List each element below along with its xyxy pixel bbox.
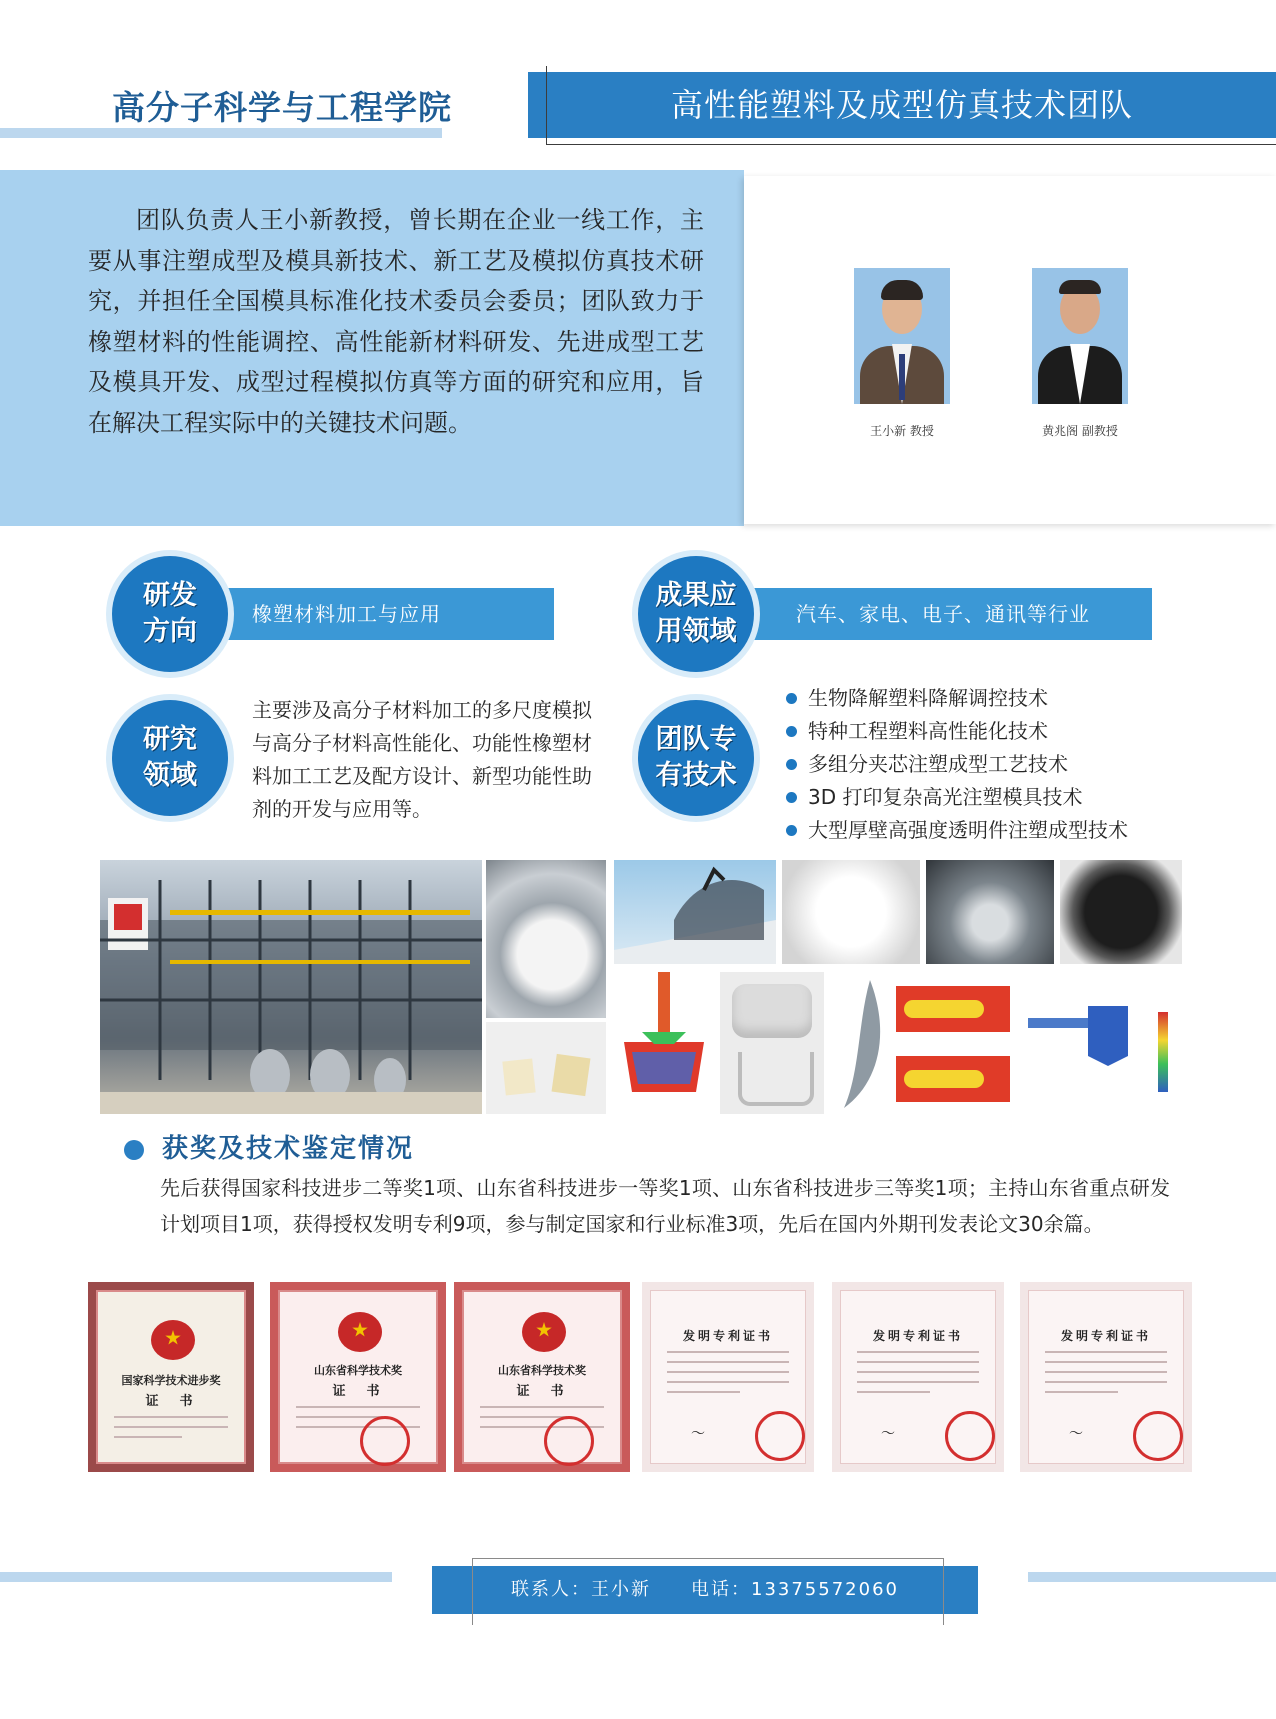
patent-certificate-3 bbox=[1020, 1282, 1192, 1472]
certificate-title: 国家科学技术进步奖 bbox=[121, 1374, 221, 1387]
portrait-caption-2: 黄兆阁 副教授 bbox=[1042, 424, 1118, 438]
material-bucket-photo bbox=[486, 860, 606, 1018]
flow-simulation-photo bbox=[896, 976, 1010, 1114]
awards-bullet-icon bbox=[124, 1140, 144, 1160]
aircraft-canopy-photo bbox=[614, 860, 776, 964]
plastic-box-photo bbox=[720, 972, 824, 1114]
signature: 〜 bbox=[1069, 1426, 1083, 1442]
seal-icon bbox=[544, 1416, 594, 1466]
research-field-badge: 研究 领域 bbox=[112, 700, 228, 816]
national-emblem-icon bbox=[338, 1312, 382, 1352]
contact-info: 联系人：王小新 电话：13375572060 bbox=[511, 1579, 899, 1600]
header-rule-left bbox=[0, 128, 442, 138]
national-emblem-icon bbox=[151, 1320, 195, 1360]
application-badge: 成果应 用领域 bbox=[638, 556, 754, 672]
black-pellets-photo bbox=[1060, 860, 1182, 964]
certificate-subtitle: 证 书 bbox=[145, 1394, 197, 1409]
seal-icon bbox=[1133, 1411, 1183, 1461]
awards-text: 先后获得国家科技进步二等奖1项、山东省科技进步一等奖1项、山东省科技进步三等奖1项；主持山东省重点研发计划项目1项，获得授权发明专利9项，参与制定国家和行业标准3项，先后在国内外期刊发表论文30余篇。 bbox=[160, 1176, 1170, 1236]
application-text: 汽车、家电、电子、通讯等行业 bbox=[796, 602, 1090, 626]
footer-rule-left bbox=[0, 1572, 392, 1582]
team-tech-list bbox=[782, 682, 1202, 847]
certificate-title: 山东省科学技术奖 bbox=[314, 1364, 402, 1377]
seal-icon bbox=[755, 1411, 805, 1461]
team-tech-item: 多组分夹芯注塑成型工艺技术 bbox=[782, 748, 1202, 781]
patent-certificate-1 bbox=[642, 1282, 814, 1472]
patent-title: 发明专利证书 bbox=[1060, 1329, 1151, 1343]
team-tech-item: 3D 打印复杂高光注塑模具技术 bbox=[782, 781, 1202, 814]
certificate-subtitle: 证 书 bbox=[332, 1384, 384, 1399]
patent-title: 发明专利证书 bbox=[872, 1329, 963, 1343]
footer-rule-right bbox=[1028, 1572, 1276, 1582]
factory-photo bbox=[100, 860, 482, 1114]
patent-certificate-2 bbox=[832, 1282, 1004, 1472]
research-direction-text: 橡塑材料加工与应用 bbox=[252, 602, 441, 626]
signature: 〜 bbox=[691, 1426, 705, 1442]
certificate-national bbox=[88, 1282, 254, 1472]
certificate-subtitle: 证 书 bbox=[516, 1384, 568, 1399]
metal-part-photo bbox=[926, 860, 1054, 964]
school-title: 高分子科学与工程学院 bbox=[112, 88, 452, 127]
portrait-caption-1: 王小新 教授 bbox=[870, 424, 934, 438]
stress-simulation-photo bbox=[1018, 976, 1182, 1114]
certificate-shandong-2 bbox=[454, 1282, 630, 1472]
white-pellets-photo bbox=[782, 860, 920, 964]
sample-pieces-photo bbox=[486, 1022, 606, 1114]
intro-text: 团队负责人王小新教授，曾长期在企业一线工作，主要从事注塑成型及模具新技术、新工艺及模拟仿真技术研究，并担任全国模具标准化技术委员会委员；团队致力于橡塑材料的性能调控、高性能新材料研发、先进成型工艺及模具开发、成型过程模拟仿真等方面的研究和应用，旨在解决工程实际中的关键技术问题。 bbox=[88, 206, 704, 437]
team-title: 高性能塑料及成型仿真技术团队 bbox=[670, 86, 1133, 124]
research-field-text: 主要涉及高分子材料加工的多尺度模拟与高分子材料高性能化、功能性橡塑材料加工工艺及配方设计、新型功能性助剂的开发与应用等。 bbox=[252, 698, 592, 821]
signature: 〜 bbox=[881, 1426, 895, 1442]
seal-icon bbox=[945, 1411, 995, 1461]
transparent-part-photo bbox=[830, 972, 890, 1114]
team-tech-item: 特种工程塑料高性能化技术 bbox=[782, 715, 1202, 748]
national-emblem-icon bbox=[522, 1312, 566, 1352]
certificate-shandong-1 bbox=[270, 1282, 446, 1472]
portrait-panel bbox=[744, 176, 1276, 524]
team-tech-item: 生物降解塑料降解调控技术 bbox=[782, 682, 1202, 715]
team-tech-item: 大型厚壁高强度透明件注塑成型技术 bbox=[782, 814, 1202, 847]
simulation-model-photo bbox=[614, 972, 714, 1114]
awards-title: 获奖及技术鉴定情况 bbox=[162, 1134, 415, 1164]
research-direction-badge: 研发 方向 bbox=[112, 556, 228, 672]
portrait-photo-1 bbox=[854, 268, 950, 404]
portrait-photo-2 bbox=[1032, 268, 1128, 404]
seal-icon bbox=[360, 1416, 410, 1466]
certificate-title: 山东省科学技术奖 bbox=[498, 1364, 586, 1377]
team-tech-badge: 团队专 有技术 bbox=[638, 700, 754, 816]
patent-title: 发明专利证书 bbox=[682, 1329, 773, 1343]
